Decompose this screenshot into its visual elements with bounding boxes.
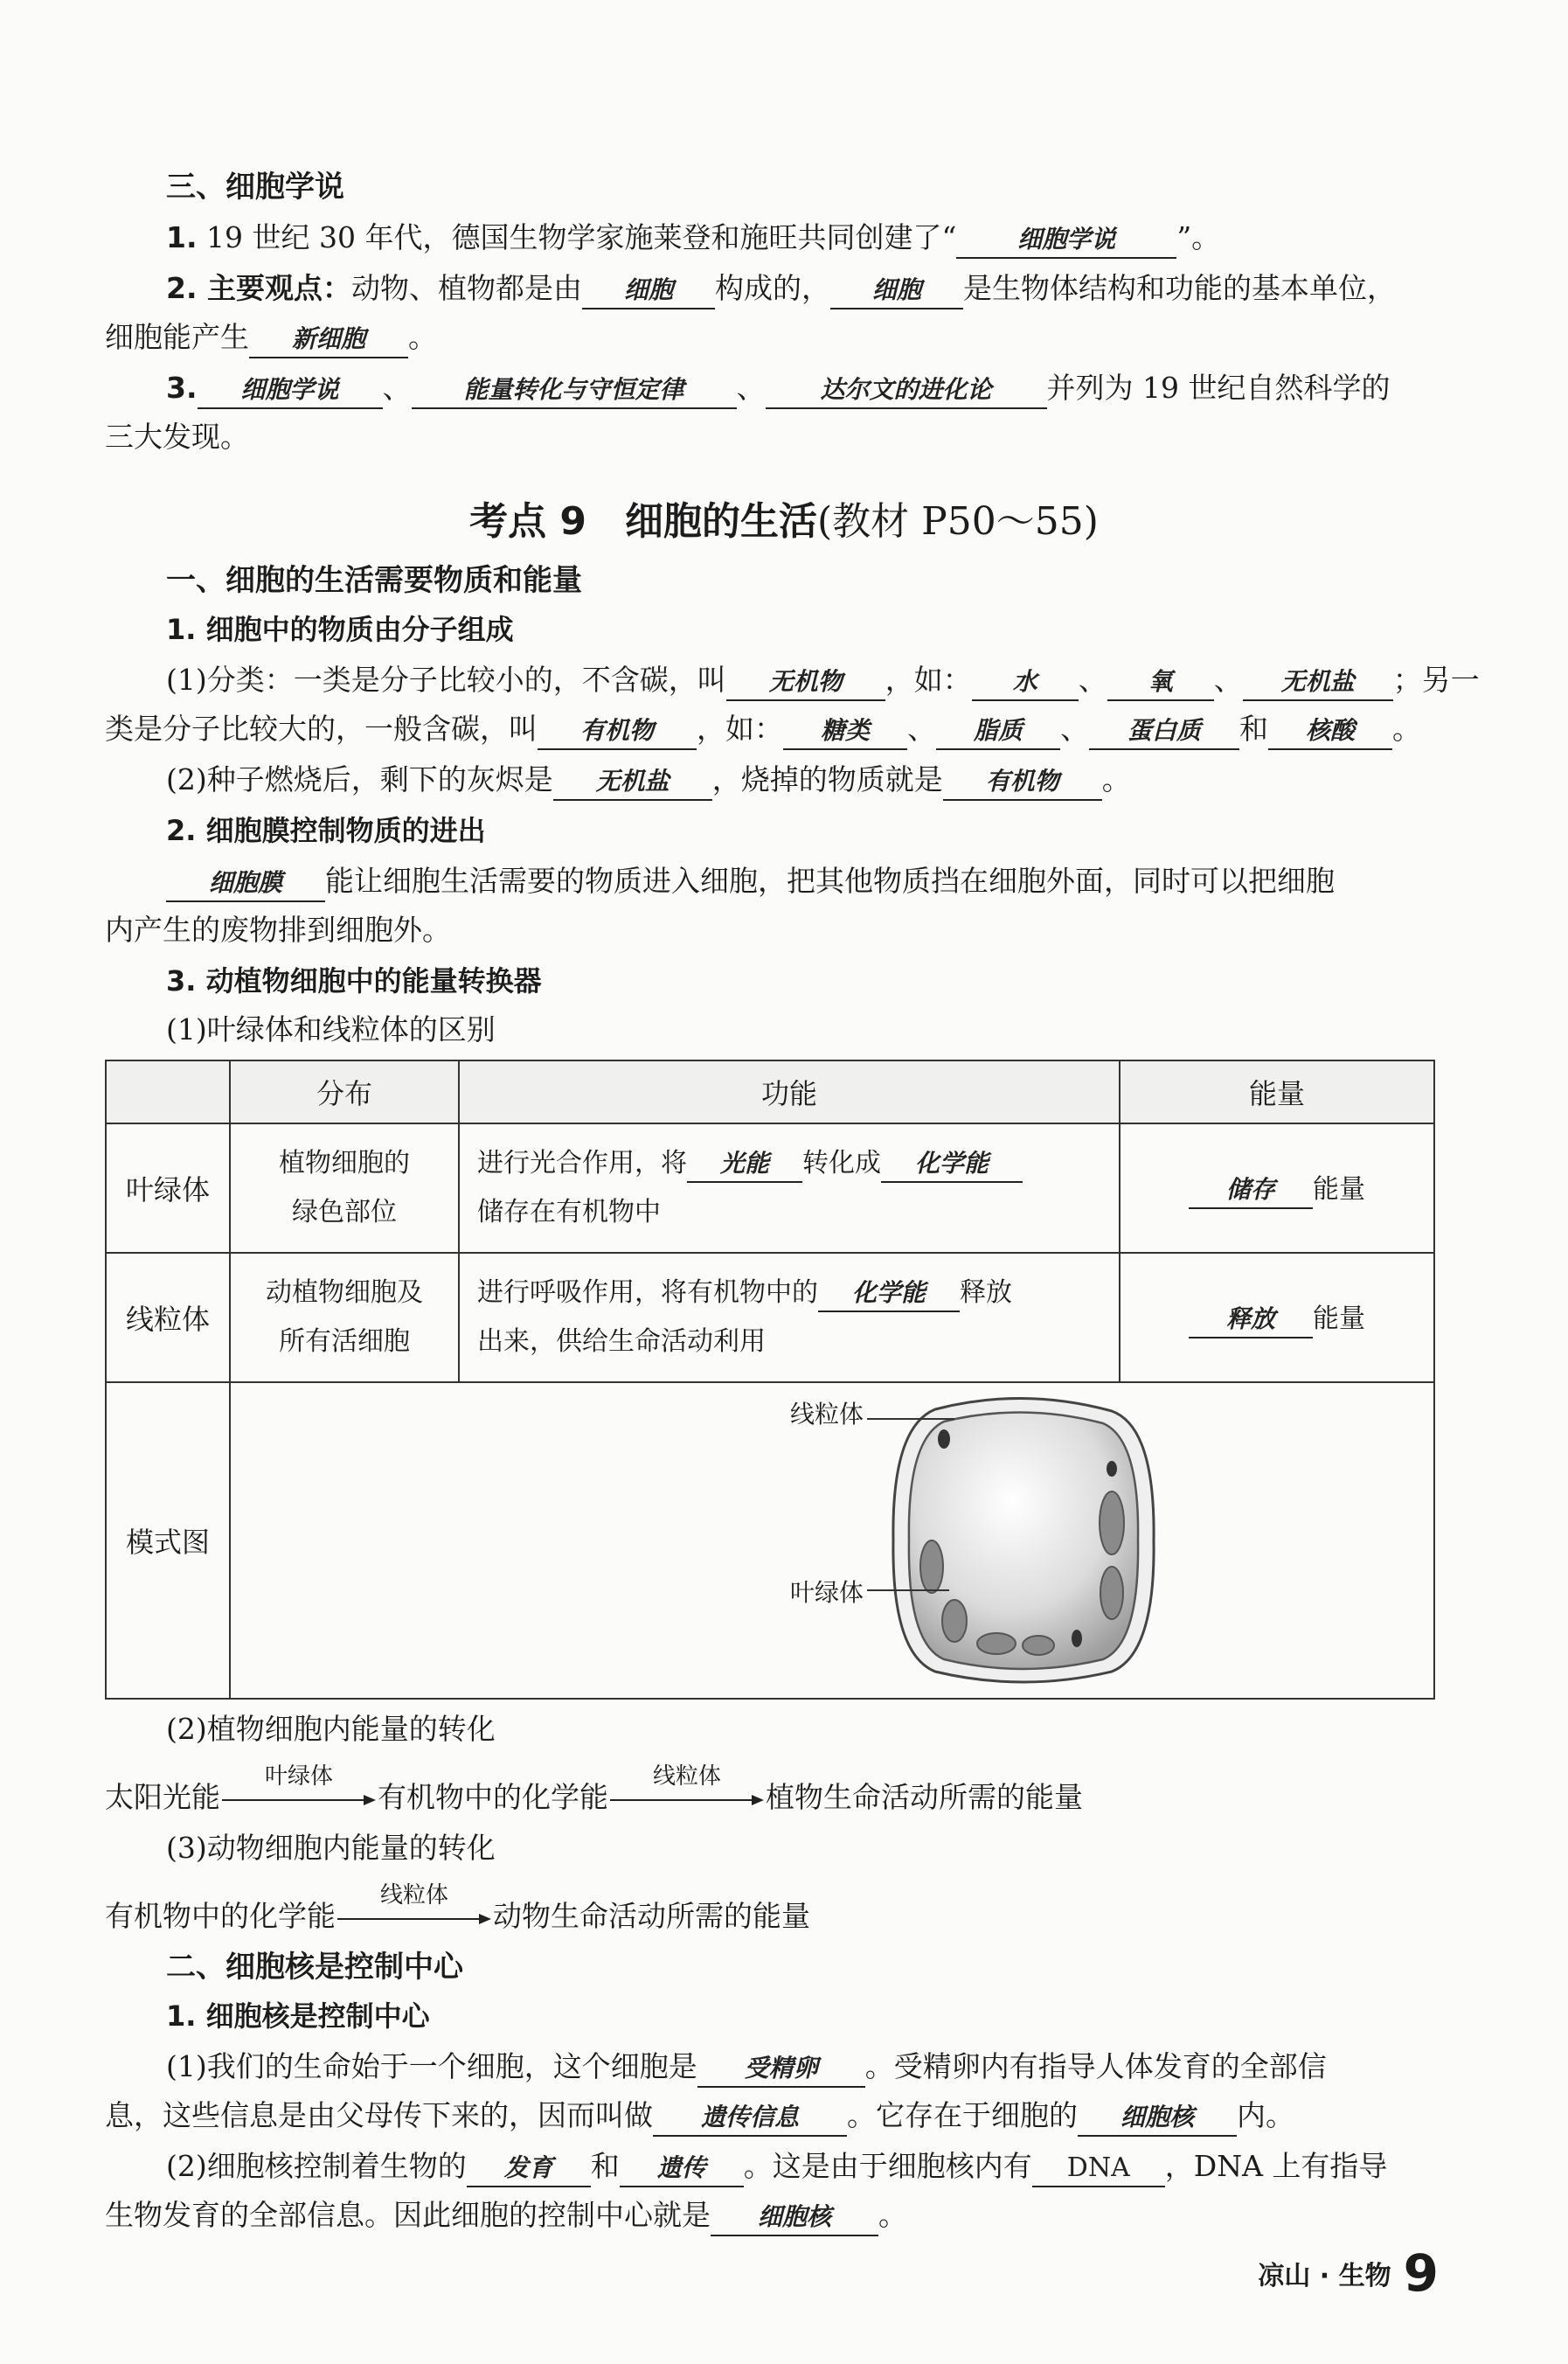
table-corner <box>106 1060 230 1123</box>
answer-blank: 细胞 <box>582 273 715 309</box>
text: 转化成 <box>802 1148 881 1179</box>
text: 、 <box>1213 663 1243 697</box>
text: 绿色部位 <box>292 1197 397 1227</box>
label-chloroplast: 叶绿体 <box>790 1578 864 1607</box>
membrane-line-2: 内产生的废物排到细胞外。 <box>105 913 451 947</box>
text: 太阳光能 <box>105 1780 220 1814</box>
energy-cell <box>1120 1253 1434 1382</box>
subheading-3-2: (2)植物细胞内能量的转化 <box>166 1712 496 1746</box>
text: 构成的， <box>715 271 830 305</box>
table-row-diagram <box>106 1382 1434 1699</box>
text: 和 <box>1239 712 1268 746</box>
text: 动物、植物都是由 <box>351 271 582 305</box>
distribution-cell <box>230 1123 459 1253</box>
answer-blank: 氧 <box>1107 664 1214 701</box>
distribution-cell <box>230 1253 459 1382</box>
answer-blank: DNA <box>1032 2151 1165 2187</box>
text: 。这是由于细胞核内有 <box>743 2149 1032 2183</box>
column-header-function: 功能 <box>459 1060 1120 1123</box>
arrow-icon <box>220 1793 378 1807</box>
page-footer <box>1258 2243 1439 2303</box>
paragraph-1 <box>166 213 1463 262</box>
text: 。它存在于细胞的 <box>847 2098 1078 2132</box>
publisher-label: 凉山 · 生物 <box>1258 2261 1391 2291</box>
text: ；另一 <box>1392 663 1480 697</box>
text: (1)分类：一类是分子比较小的，不含碳，叫 <box>166 663 726 697</box>
text: 。 <box>1101 762 1131 796</box>
arrow-mitochondrion <box>336 1882 493 1926</box>
text: 有机物中的化学能 <box>105 1899 336 1933</box>
arrow-mitochondrion <box>608 1763 766 1807</box>
mitochondrion <box>1107 1461 1117 1477</box>
text: 能让细胞生活需要的物质进入细胞，把其他物质挡在细胞外面，同时可以把细胞 <box>325 864 1335 898</box>
row-header: 线粒体 <box>106 1253 230 1382</box>
title-textbook-ref: (教材 P50～55) <box>817 499 1099 544</box>
answer-blank: 无机盐 <box>1243 664 1393 701</box>
section-heading-part2: 二、细胞核是控制中心 <box>166 1950 463 1985</box>
text: ，如： <box>885 663 972 697</box>
arrow-chloroplast <box>220 1763 378 1807</box>
answer-blank: 细胞学说 <box>198 372 383 409</box>
answer-blank: 糖类 <box>783 713 907 750</box>
answer-blank: 光能 <box>687 1146 802 1183</box>
answer-blank: 无机盐 <box>553 764 712 801</box>
text: 。 <box>1392 712 1421 746</box>
paragraph-3-cont: 三大发现。 <box>105 420 249 454</box>
text: 植物细胞的 <box>279 1148 410 1179</box>
text: 19 世纪 30 年代，德国生物学家施莱登和施旺共同创建了“ <box>197 220 957 254</box>
text: 。 <box>878 2198 907 2232</box>
item-number: 2. 主要观点： <box>166 271 351 305</box>
arrow-label: 线粒体 <box>379 1882 448 1909</box>
nucleus-line-4 <box>105 2191 1463 2240</box>
answer-blank: 细胞学说 <box>956 222 1176 259</box>
page-number: 9 <box>1403 2243 1439 2303</box>
text: 细胞能产生 <box>105 320 249 354</box>
text: 释放 <box>960 1277 1012 1308</box>
answer-blank: 水 <box>972 664 1079 701</box>
answer-blank: 遗传信息 <box>653 2100 847 2137</box>
answer-blank: 有机物 <box>943 764 1102 801</box>
text: 。受精卵内有指导人体发育的全部信 <box>864 2049 1327 2083</box>
subheading-2: 2. 细胞膜控制物质的进出 <box>166 814 486 847</box>
answer-blank: 细胞核 <box>711 2200 878 2236</box>
paragraph-3 <box>166 364 1463 413</box>
nucleus-line-3 <box>166 2142 1463 2191</box>
answer-blank: 释放 <box>1189 1302 1313 1338</box>
text: (1)我们的生命始于一个细胞，这个细胞是 <box>166 2049 697 2083</box>
text: 进行光合作用，将 <box>477 1148 687 1179</box>
column-header-distribution: 分布 <box>230 1060 459 1123</box>
classification-line-1 <box>166 656 1480 705</box>
answer-blank: 细胞膜 <box>166 866 325 902</box>
text: 和 <box>590 2149 620 2183</box>
chloroplast <box>977 1633 1016 1654</box>
item-number: 3. <box>166 371 198 405</box>
arrow-icon <box>608 1793 766 1807</box>
section-heading-cell-theory: 三、细胞学说 <box>166 170 344 205</box>
paragraph-2-cont <box>105 313 1463 362</box>
answer-blank: 蛋白质 <box>1089 713 1239 750</box>
item-number: 1. <box>166 220 198 254</box>
row-header: 叶绿体 <box>106 1123 230 1253</box>
diagram-cell <box>230 1382 1434 1699</box>
chloroplast <box>1100 1491 1124 1554</box>
subheading-nucleus: 1. 细胞核是控制中心 <box>166 1999 430 2033</box>
text: ，如： <box>697 712 783 746</box>
text: 有机物中的化学能 <box>378 1780 608 1814</box>
leader-line <box>867 1418 954 1420</box>
text: (2)细胞核控制着生物的 <box>166 2149 467 2183</box>
subheading-3: 3. 动植物细胞中的能量转换器 <box>166 964 542 998</box>
subheading-3-1: (1)叶绿体和线粒体的区别 <box>166 1012 496 1046</box>
text: 动物生命活动所需的能量 <box>493 1899 810 1933</box>
text: 、 <box>907 712 936 746</box>
arrow-label: 叶绿体 <box>264 1763 333 1790</box>
energy-cell <box>1120 1123 1434 1253</box>
page-title <box>0 490 1568 546</box>
chloroplast <box>1100 1567 1123 1619</box>
function-cell <box>459 1253 1120 1382</box>
answer-blank: 细胞 <box>830 273 963 309</box>
answer-blank: 脂质 <box>936 713 1060 750</box>
paragraph-2 <box>166 264 1463 313</box>
answer-blank: 受精卵 <box>697 2051 865 2088</box>
answer-blank: 遗传 <box>620 2151 744 2187</box>
arrow-icon <box>336 1912 493 1926</box>
subheading-3-3: (3)动物细胞内能量的转化 <box>166 1831 496 1865</box>
text: 进行呼吸作用，将有机物中的 <box>477 1277 818 1308</box>
text: 、 <box>382 371 412 405</box>
chloroplast <box>1023 1636 1054 1655</box>
mitochondrion <box>1072 1630 1082 1647</box>
text: (2)种子燃烧后，剩下的灰烬是 <box>166 762 553 796</box>
animal-energy-flow <box>105 1882 1463 1941</box>
text: ”。 <box>1176 220 1221 254</box>
text: 植物生命活动所需的能量 <box>766 1780 1083 1814</box>
text: 生物发育的全部信息。因此细胞的控制中心就是 <box>105 2198 711 2232</box>
text: 、 <box>1060 712 1089 746</box>
text: 出来，供给生命活动利用 <box>477 1326 766 1357</box>
plant-cell-diagram <box>883 1392 1162 1689</box>
text: 是生物体结构和功能的基本单位， <box>963 271 1396 305</box>
answer-blank: 有机物 <box>538 713 697 750</box>
text: 所有活细胞 <box>279 1326 410 1357</box>
table-row-chloroplast <box>106 1123 1434 1253</box>
classification-line-2 <box>105 705 1463 754</box>
text: 动植物细胞及 <box>266 1277 423 1308</box>
answer-blank: 化学能 <box>818 1276 960 1312</box>
arrow-label: 线粒体 <box>652 1763 721 1790</box>
text: 储存在有机物中 <box>477 1197 661 1227</box>
column-header-energy: 能量 <box>1120 1060 1434 1123</box>
text: 、 <box>1078 663 1107 697</box>
text: ，烧掉的物质就是 <box>711 762 943 796</box>
organelle-comparison-table <box>105 1060 1435 1700</box>
mitochondrion <box>938 1429 950 1449</box>
section-heading-part1: 一、细胞的生活需要物质和能量 <box>166 563 582 598</box>
subheading-1: 1. 细胞中的物质由分子组成 <box>166 613 514 646</box>
text: 能量 <box>1313 1174 1365 1205</box>
chloroplast <box>942 1600 967 1642</box>
answer-blank: 化学能 <box>881 1146 1023 1183</box>
answer-blank: 无机物 <box>726 664 885 701</box>
nucleus-line-2 <box>105 2091 1463 2140</box>
nucleus-line-1 <box>166 2042 1463 2091</box>
chloroplast <box>920 1540 943 1593</box>
text: 、 <box>736 371 766 405</box>
answer-blank: 发育 <box>467 2151 591 2187</box>
text: 。 <box>408 320 437 354</box>
text: 类是分子比较大的，一般含碳，叫 <box>105 712 538 746</box>
answer-blank: 储存 <box>1189 1172 1313 1209</box>
text: 内。 <box>1237 2098 1294 2132</box>
membrane-line-1 <box>166 857 1463 906</box>
leader-line <box>867 1589 949 1591</box>
text: 能量 <box>1313 1304 1365 1334</box>
plant-energy-flow <box>105 1763 1463 1822</box>
answer-blank: 细胞核 <box>1078 2100 1237 2137</box>
row-header: 模式图 <box>106 1382 230 1699</box>
answer-blank: 核酸 <box>1268 713 1392 750</box>
text: ，DNA 上有指导 <box>1164 2149 1388 2183</box>
answer-blank: 达尔文的进化论 <box>766 372 1047 409</box>
title-main: 考点 9 细胞的生活 <box>469 499 818 544</box>
text: 并列为 19 世纪自然科学的 <box>1046 371 1391 405</box>
label-mitochondrion: 线粒体 <box>790 1400 864 1429</box>
ash-line <box>166 755 1463 804</box>
function-cell <box>459 1123 1120 1253</box>
text: 息，这些信息是由父母传下来的，因而叫做 <box>105 2098 653 2132</box>
answer-blank: 能量转化与守恒定律 <box>412 372 737 409</box>
answer-blank: 新细胞 <box>249 322 408 358</box>
table-row-mitochondrion <box>106 1253 1434 1382</box>
